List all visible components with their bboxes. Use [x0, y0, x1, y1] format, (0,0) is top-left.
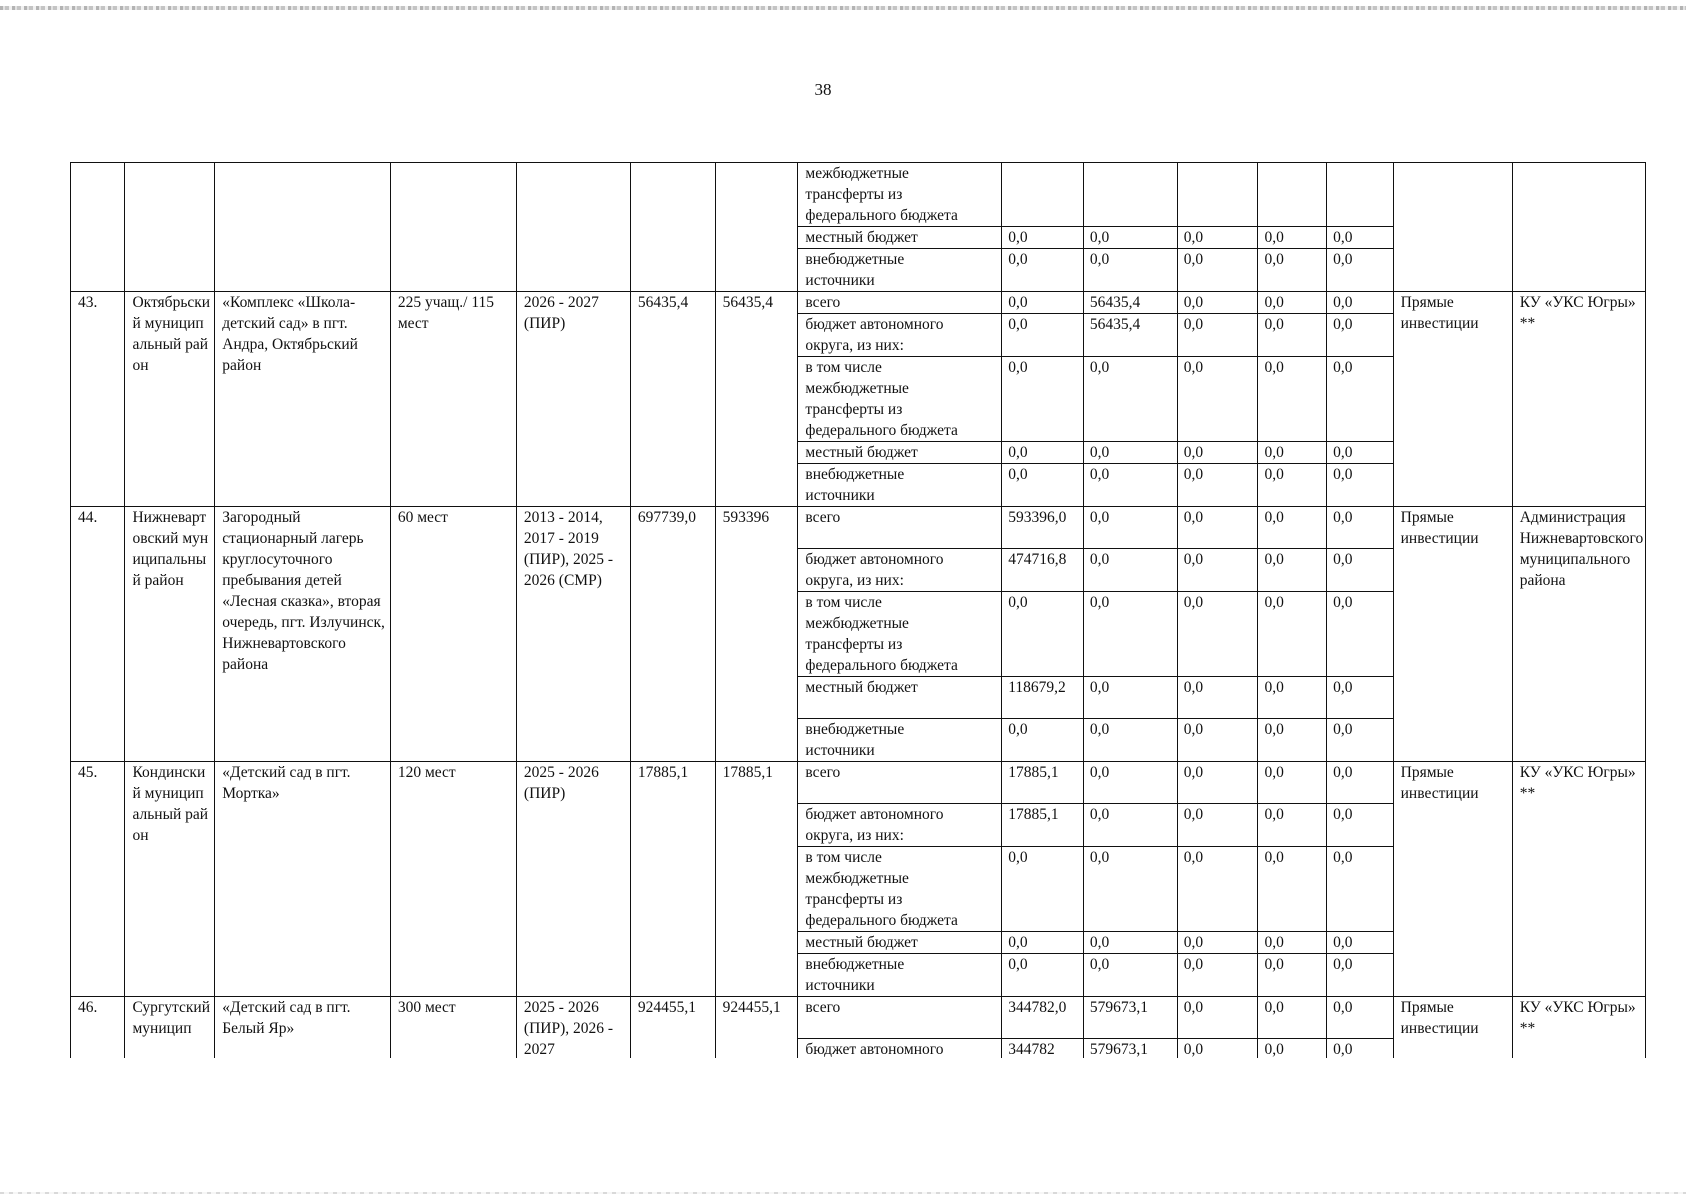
value-cell: 0,0 — [1083, 954, 1177, 997]
municipality: Нижневартовский муниципальный район — [125, 507, 215, 762]
source-label: межбюджетные трансферты из федерального бюджета — [798, 163, 1002, 227]
value-cell: 0,0 — [1327, 549, 1394, 592]
value-cell: 0,0 — [1177, 592, 1258, 677]
cont-cell — [715, 163, 798, 292]
municipality: Кондинский муниципальный район — [125, 762, 215, 997]
row-number: 44. — [71, 507, 125, 762]
value-cell: 0,0 — [1083, 719, 1177, 762]
value-cell: 344782 — [1002, 1039, 1084, 1059]
value-cell: 0,0 — [1327, 464, 1394, 507]
value-cell: 0,0 — [1177, 292, 1258, 314]
remaining-cost: 17885,1 — [715, 762, 798, 997]
value-cell: 0,0 — [1177, 719, 1258, 762]
value-cell: 0,0 — [1177, 507, 1258, 549]
value-cell — [1258, 163, 1327, 227]
value-cell: 0,0 — [1002, 442, 1084, 464]
table-row — [71, 762, 1646, 804]
value-cell: 0,0 — [1002, 847, 1084, 932]
value-cell: 0,0 — [1177, 549, 1258, 592]
row-number: 46. — [71, 997, 125, 1059]
value-cell: 0,0 — [1327, 442, 1394, 464]
value-cell: 0,0 — [1177, 464, 1258, 507]
value-cell: 0,0 — [1327, 997, 1394, 1039]
value-cell: 0,0 — [1327, 314, 1394, 357]
value-cell — [1083, 163, 1177, 227]
remaining-cost: 593396 — [715, 507, 798, 762]
value-cell: 0,0 — [1327, 719, 1394, 762]
period: 2026 - 2027 (ПИР) — [516, 292, 630, 507]
source-label: в том числе межбюджетные трансферты из федерального бюджета — [798, 847, 1002, 932]
value-cell: 0,0 — [1177, 997, 1258, 1039]
source-label: местный бюджет — [798, 442, 1002, 464]
total-cost: 17885,1 — [630, 762, 715, 997]
value-cell: 56435,4 — [1083, 314, 1177, 357]
value-cell: 0,0 — [1258, 719, 1327, 762]
value-cell: 579673,1 — [1083, 997, 1177, 1039]
capacity: 300 мест — [390, 997, 516, 1059]
source-label: бюджет автономного округа, из них: — [798, 549, 1002, 592]
customer: КУ «УКС Югры» ** — [1512, 997, 1645, 1059]
investment-type: Прямые инвестиции — [1393, 507, 1512, 762]
value-cell: 0,0 — [1002, 314, 1084, 357]
value-cell: 0,0 — [1083, 249, 1177, 292]
value-cell: 0,0 — [1002, 464, 1084, 507]
table-body — [71, 163, 1646, 1059]
source-label: внебюджетные источники — [798, 464, 1002, 507]
source-label: внебюджетные источники — [798, 719, 1002, 762]
capacity: 120 мест — [390, 762, 516, 997]
investment-type: Прямые инвестиции — [1393, 997, 1512, 1059]
value-cell: 0,0 — [1083, 932, 1177, 954]
investment-table — [70, 162, 1646, 1058]
value-cell: 0,0 — [1258, 762, 1327, 804]
value-cell: 0,0 — [1002, 954, 1084, 997]
row-number: 43. — [71, 292, 125, 507]
value-cell: 0,0 — [1327, 954, 1394, 997]
value-cell: 56435,4 — [1083, 292, 1177, 314]
object-name: «Детский сад в пгт. Мортка» — [215, 762, 391, 997]
scan-edge-bottom — [0, 1192, 1686, 1194]
value-cell: 0,0 — [1327, 932, 1394, 954]
value-cell: 0,0 — [1327, 1039, 1394, 1059]
source-label: в том числе межбюджетные трансферты из федерального бюджета — [798, 357, 1002, 442]
value-cell: 0,0 — [1083, 804, 1177, 847]
value-cell — [1002, 163, 1084, 227]
value-cell: 0,0 — [1083, 762, 1177, 804]
total-cost: 697739,0 — [630, 507, 715, 762]
value-cell: 17885,1 — [1002, 762, 1084, 804]
cont-cell — [71, 163, 125, 292]
period: 2013 - 2014, 2017 - 2019 (ПИР), 2025 - 2026 (СМР) — [516, 507, 630, 762]
value-cell: 0,0 — [1177, 677, 1258, 719]
period: 2025 - 2026 (ПИР) — [516, 762, 630, 997]
value-cell: 0,0 — [1258, 464, 1327, 507]
value-cell: 0,0 — [1327, 677, 1394, 719]
value-cell: 0,0 — [1258, 357, 1327, 442]
value-cell: 0,0 — [1083, 549, 1177, 592]
table-row — [71, 507, 1646, 549]
value-cell: 0,0 — [1177, 762, 1258, 804]
value-cell: 0,0 — [1177, 804, 1258, 847]
capacity: 60 мест — [390, 507, 516, 762]
customer: КУ «УКС Югры» ** — [1512, 292, 1645, 507]
source-label: внебюджетные источники — [798, 249, 1002, 292]
value-cell — [1177, 163, 1258, 227]
value-cell: 0,0 — [1327, 227, 1394, 249]
value-cell: 0,0 — [1083, 847, 1177, 932]
table-row — [71, 292, 1646, 314]
remaining-cost: 56435,4 — [715, 292, 798, 507]
value-cell: 0,0 — [1258, 954, 1327, 997]
source-label: всего — [798, 507, 1002, 549]
value-cell: 0,0 — [1002, 227, 1084, 249]
value-cell: 0,0 — [1327, 847, 1394, 932]
cont-cell — [1512, 163, 1645, 292]
value-cell: 0,0 — [1002, 932, 1084, 954]
value-cell: 0,0 — [1083, 357, 1177, 442]
value-cell: 0,0 — [1327, 762, 1394, 804]
value-cell: 0,0 — [1327, 592, 1394, 677]
source-label: бюджет автономного — [798, 1039, 1002, 1059]
source-label: всего — [798, 997, 1002, 1039]
value-cell: 0,0 — [1083, 592, 1177, 677]
value-cell: 0,0 — [1177, 932, 1258, 954]
total-cost: 924455,1 — [630, 997, 715, 1059]
value-cell: 0,0 — [1083, 507, 1177, 549]
value-cell: 0,0 — [1258, 507, 1327, 549]
value-cell: 0,0 — [1327, 804, 1394, 847]
value-cell: 0,0 — [1327, 507, 1394, 549]
cont-cell — [125, 163, 215, 292]
customer: Администрация Нижневартовского муниципального района — [1512, 507, 1645, 762]
value-cell: 579673,1 — [1083, 1039, 1177, 1059]
value-cell: 0,0 — [1177, 954, 1258, 997]
value-cell: 0,0 — [1002, 292, 1084, 314]
value-cell: 17885,1 — [1002, 804, 1084, 847]
value-cell: 0,0 — [1258, 442, 1327, 464]
value-cell: 0,0 — [1258, 249, 1327, 292]
value-cell: 0,0 — [1258, 932, 1327, 954]
cont-cell — [630, 163, 715, 292]
value-cell: 0,0 — [1258, 292, 1327, 314]
object-name: Загородный стационарный лагерь круглосуточного пребывания детей «Лесная сказка», вторая очередь, пгт. Излучинск, Нижневартовского района — [215, 507, 391, 762]
investment-type: Прямые инвестиции — [1393, 762, 1512, 997]
value-cell: 0,0 — [1258, 677, 1327, 719]
value-cell: 0,0 — [1083, 442, 1177, 464]
value-cell: 0,0 — [1002, 719, 1084, 762]
table-row — [71, 163, 1646, 227]
value-cell: 118679,2 — [1002, 677, 1084, 719]
source-label: местный бюджет — [798, 677, 1002, 719]
value-cell: 0,0 — [1177, 227, 1258, 249]
remaining-cost: 924455,1 — [715, 997, 798, 1059]
page-number: 38 — [814, 80, 832, 99]
value-cell: 0,0 — [1258, 549, 1327, 592]
value-cell: 0,0 — [1083, 227, 1177, 249]
value-cell: 0,0 — [1177, 847, 1258, 932]
source-label: в том числе межбюджетные трансферты из федерального бюджета — [798, 592, 1002, 677]
value-cell: 474716,8 — [1002, 549, 1084, 592]
municipality: Сургутский муницип — [125, 997, 215, 1059]
value-cell: 0,0 — [1258, 592, 1327, 677]
value-cell: 0,0 — [1177, 1039, 1258, 1059]
customer: КУ «УКС Югры» ** — [1512, 762, 1645, 997]
value-cell — [1327, 163, 1394, 227]
total-cost: 56435,4 — [630, 292, 715, 507]
source-label: внебюджетные источники — [798, 954, 1002, 997]
table-row — [71, 997, 1646, 1039]
row-number: 45. — [71, 762, 125, 997]
value-cell: 0,0 — [1327, 249, 1394, 292]
value-cell: 344782,0 — [1002, 997, 1084, 1039]
value-cell: 0,0 — [1002, 592, 1084, 677]
cont-cell — [215, 163, 391, 292]
investment-type: Прямые инвестиции — [1393, 292, 1512, 507]
value-cell: 0,0 — [1327, 357, 1394, 442]
source-label: всего — [798, 292, 1002, 314]
source-label: местный бюджет — [798, 227, 1002, 249]
value-cell: 0,0 — [1177, 249, 1258, 292]
value-cell: 0,0 — [1083, 677, 1177, 719]
value-cell: 0,0 — [1177, 442, 1258, 464]
value-cell: 0,0 — [1258, 314, 1327, 357]
period: 2025 - 2026 (ПИР), 2026 - 2027 — [516, 997, 630, 1059]
value-cell: 0,0 — [1258, 1039, 1327, 1059]
object-name: «Комплекс «Школа-детский сад» в пгт. Андра, Октябрьский район — [215, 292, 391, 507]
value-cell: 0,0 — [1258, 997, 1327, 1039]
value-cell: 0,0 — [1002, 357, 1084, 442]
value-cell: 0,0 — [1258, 804, 1327, 847]
source-label: местный бюджет — [798, 932, 1002, 954]
value-cell: 593396,0 — [1002, 507, 1084, 549]
source-label: бюджет автономного округа, из них: — [798, 804, 1002, 847]
value-cell: 0,0 — [1177, 357, 1258, 442]
municipality: Октябрьский муниципальный район — [125, 292, 215, 507]
value-cell: 0,0 — [1083, 464, 1177, 507]
value-cell: 0,0 — [1258, 227, 1327, 249]
source-label: всего — [798, 762, 1002, 804]
source-label: бюджет автономного округа, из них: — [798, 314, 1002, 357]
value-cell: 0,0 — [1327, 292, 1394, 314]
object-name: «Детский сад в пгт. Белый Яр» — [215, 997, 391, 1059]
value-cell: 0,0 — [1002, 249, 1084, 292]
cont-cell — [390, 163, 516, 292]
cont-cell — [516, 163, 630, 292]
value-cell: 0,0 — [1258, 847, 1327, 932]
capacity: 225 учащ./ 115 мест — [390, 292, 516, 507]
value-cell: 0,0 — [1177, 314, 1258, 357]
cont-cell — [1393, 163, 1512, 292]
